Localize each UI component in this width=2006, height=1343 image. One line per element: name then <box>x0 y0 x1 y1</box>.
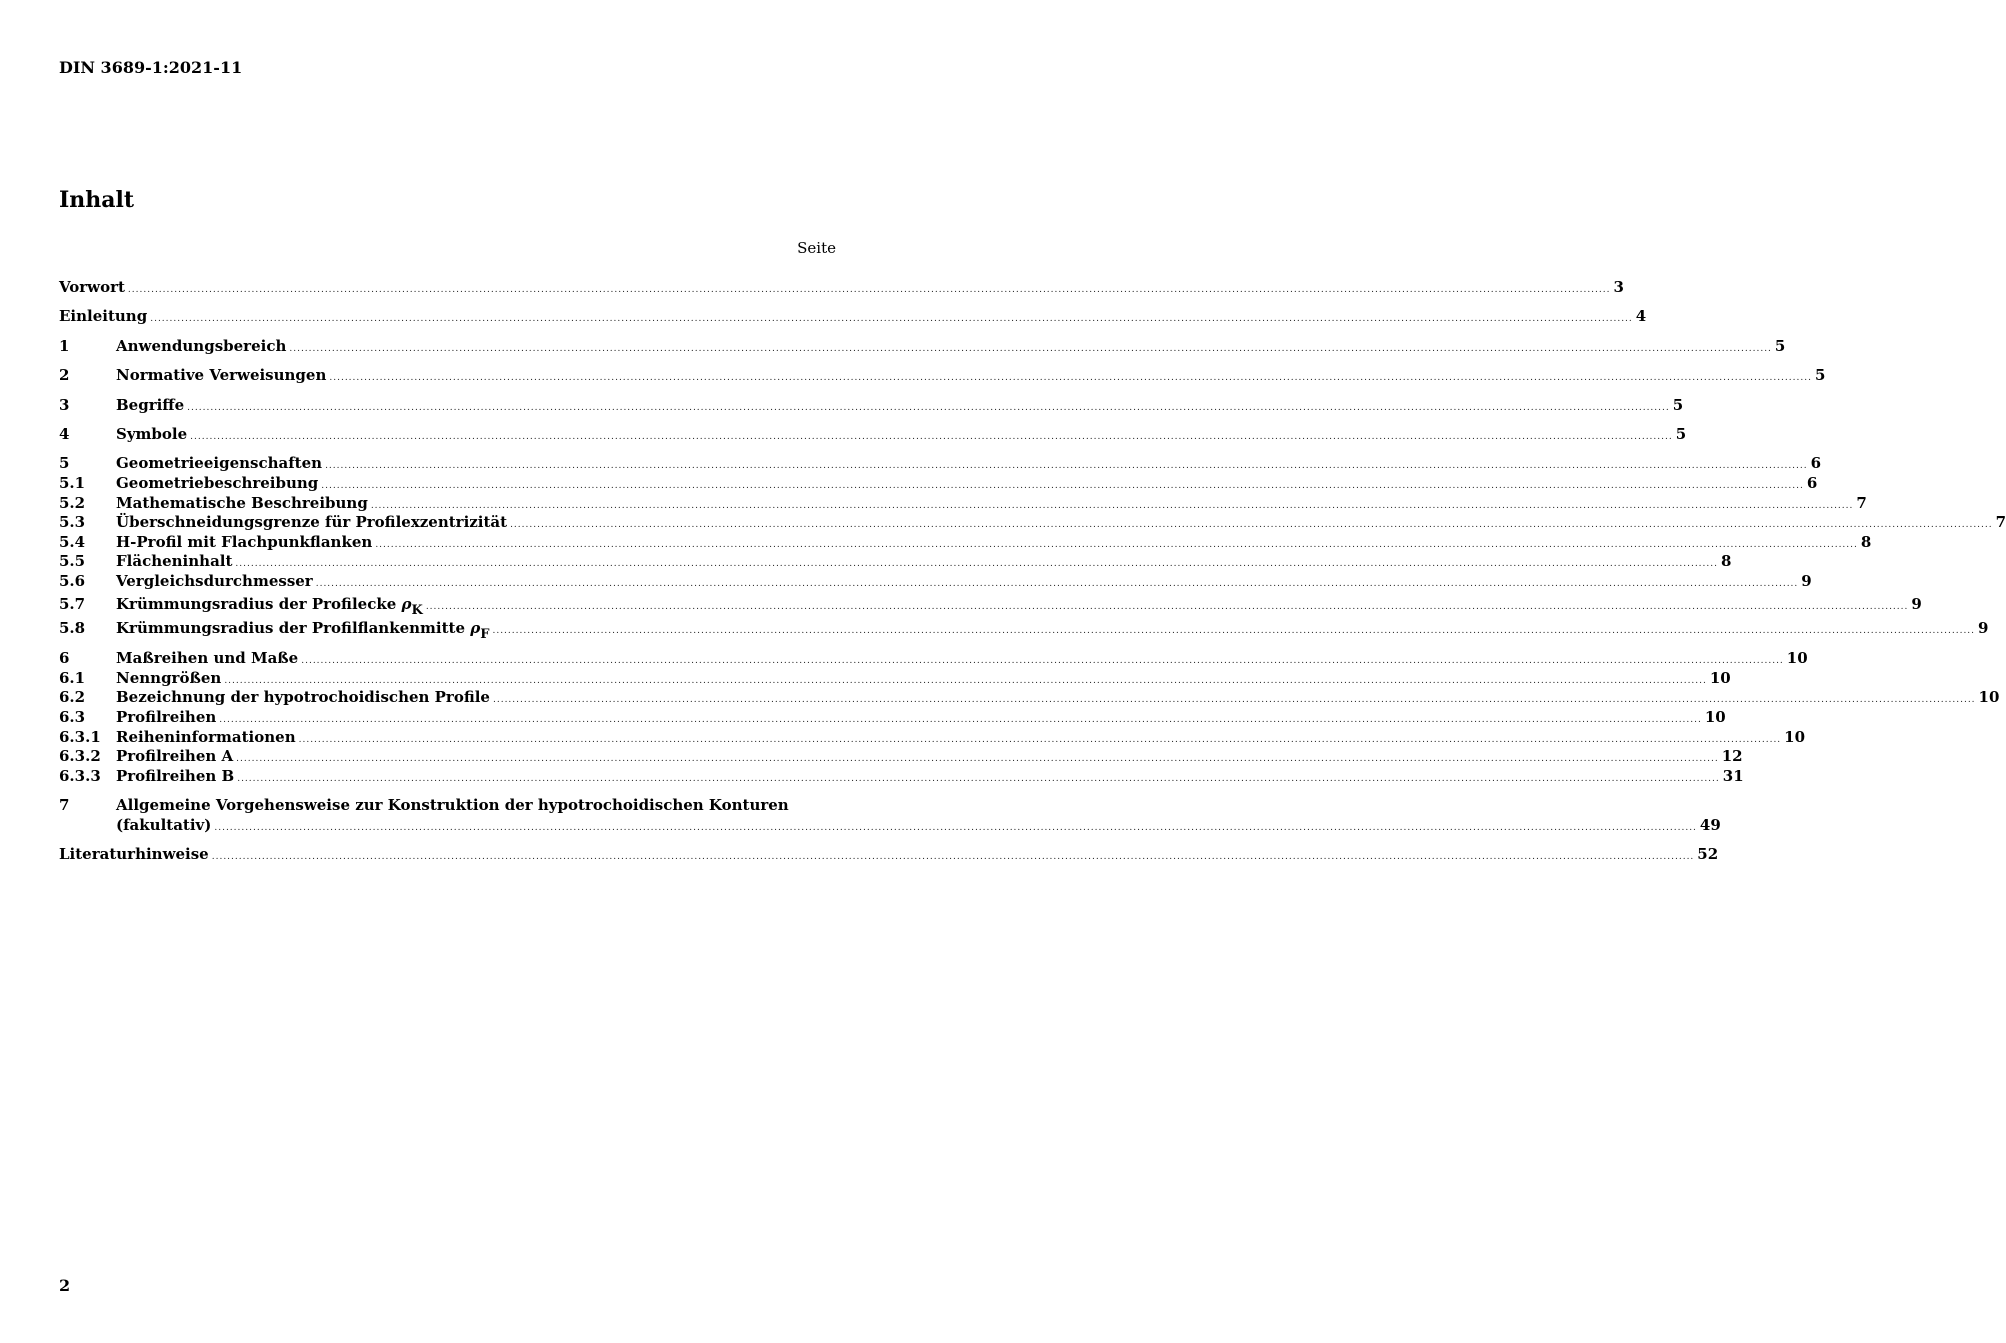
toc-entry-einleitung[interactable] <box>59 307 1647 327</box>
toc-entry-6-3[interactable] <box>59 708 1726 728</box>
toc-number: 5.1 <box>59 473 86 492</box>
leader-dots <box>150 310 1633 330</box>
leader-dots <box>219 711 1702 731</box>
toc-page: 49 <box>1699 815 1721 834</box>
toc-entry-6-3-2[interactable] <box>59 747 1743 767</box>
toc-entry-5-1[interactable] <box>59 473 1818 494</box>
toc-entry-3[interactable] <box>59 395 1684 416</box>
toc-label: Geometrieeigenschaften <box>116 454 323 473</box>
toc-number: 2 <box>59 366 70 385</box>
toc-number: 6 <box>59 649 70 668</box>
toc-label: Profilreihen B <box>116 766 235 785</box>
document-id: DIN 3689-1:2021-11 <box>59 58 243 77</box>
toc-entry-5-6[interactable] <box>59 571 1812 592</box>
toc-number: 1 <box>59 336 70 355</box>
toc-number: 6.1 <box>59 668 86 687</box>
toc-entry-1[interactable] <box>59 336 1786 357</box>
toc-entry-5[interactable] <box>59 454 1822 474</box>
leader-dots <box>325 457 1808 477</box>
toc-entry-5-2[interactable] <box>59 493 1867 514</box>
toc-entry-5-8[interactable] <box>59 616 1989 642</box>
leader-dots <box>493 691 1976 711</box>
leader-dots <box>321 477 1804 497</box>
toc-number: 5.8 <box>59 618 86 637</box>
leader-dots <box>212 848 1695 868</box>
leader-dots <box>426 595 1909 619</box>
toc-entry-6-3-1[interactable] <box>59 727 1806 748</box>
toc-label: Geometriebeschreibung <box>116 473 319 492</box>
toc-number: 5.3 <box>59 513 86 532</box>
leader-dots <box>510 516 1993 536</box>
toc-label <box>116 616 489 647</box>
toc-entry-4[interactable] <box>59 424 1687 445</box>
toc-label: Überschneidungsgrenze für Profilexzentrizität <box>116 513 508 532</box>
leader-dots <box>214 819 1697 839</box>
toc-number: 6.3.2 <box>59 747 101 766</box>
toc-number: 7 <box>59 796 70 815</box>
rho-symbol: ρ <box>470 618 481 637</box>
toc-page: 9 <box>1911 594 1922 613</box>
toc-number: 5 <box>59 454 70 473</box>
leader-dots <box>190 428 1673 448</box>
leader-dots <box>289 340 1772 360</box>
toc-label: Nenngrößen <box>116 668 222 687</box>
leader-dots <box>329 369 1812 389</box>
toc-entry-5-5[interactable] <box>59 552 1732 572</box>
toc-number: 3 <box>59 395 70 414</box>
toc-entry-6-1[interactable] <box>59 668 1731 689</box>
toc-number: 6.3.3 <box>59 766 101 785</box>
toc-number: 5.2 <box>59 493 86 512</box>
toc-label: Begriffe <box>116 395 185 414</box>
toc-page: 12 <box>1721 747 1743 766</box>
leader-dots <box>375 536 1858 556</box>
toc-label: Bezeichnung der hypotrochoidischen Profile <box>116 688 490 707</box>
toc-page: 52 <box>1697 845 1719 864</box>
toc-entry-5-7[interactable] <box>59 592 1922 618</box>
leader-dots <box>235 555 1718 575</box>
toc-label: Literaturhinweise <box>59 845 209 864</box>
toc-page: 8 <box>1720 552 1732 571</box>
page-number: 2 <box>59 1276 71 1295</box>
toc-label: Symbole <box>116 424 188 443</box>
toc-label: Vergleichsdurchmesser <box>116 571 313 590</box>
leader-dots <box>371 497 1854 517</box>
toc-page: 10 <box>1704 708 1726 727</box>
toc-page: 5 <box>1814 366 1826 385</box>
toc-page: 10 <box>1784 727 1806 746</box>
toc-label: Vorwort <box>59 278 125 296</box>
toc-page: 5 <box>1672 395 1684 414</box>
page-column-label: Seite <box>797 239 836 257</box>
leader-dots <box>492 619 1975 643</box>
toc-page: 4 <box>1635 307 1647 326</box>
toc-page: 9 <box>1978 618 1989 637</box>
toc-number: 6.3.1 <box>59 727 101 746</box>
rho-symbol: ρ <box>401 594 412 613</box>
toc-entry-6-3-3[interactable] <box>59 766 1744 787</box>
toc-page: 6 <box>1806 473 1818 492</box>
toc-label: Maßreihen und Maße <box>116 649 299 668</box>
toc-label: Mathematische Beschreibung <box>116 493 368 512</box>
toc-number: 6.3 <box>59 708 86 727</box>
toc-label-text: Krümmungsradius der Profilecke <box>116 594 397 613</box>
toc-label-continuation: (fakultativ) <box>116 815 212 834</box>
toc-entry-literaturhinweise[interactable] <box>59 845 1719 865</box>
toc-entry-5-3[interactable] <box>59 513 2006 533</box>
leader-dots <box>301 652 1784 672</box>
toc-label: Profilreihen <box>116 708 217 727</box>
toc-number: 6.2 <box>59 688 86 707</box>
leader-dots <box>237 770 1720 790</box>
leader-dots <box>316 575 1799 595</box>
leader-dots <box>236 750 1719 770</box>
toc-label: Flächeninhalt <box>116 552 233 571</box>
toc-label: Reiheninformationen <box>116 727 296 746</box>
toc-label-text: Krümmungsradius der Profilflankenmitte <box>116 618 466 637</box>
leader-dots <box>299 731 1782 751</box>
toc-label: Normative Verweisungen <box>116 366 327 385</box>
page-title: Inhalt <box>59 187 135 213</box>
toc-page: 5 <box>1675 424 1687 443</box>
toc-page: 3 <box>1613 278 1624 296</box>
toc-page: 10 <box>1709 668 1731 687</box>
toc-page: 5 <box>1774 336 1786 355</box>
rho-subscript: F <box>480 626 490 642</box>
toc-page: 9 <box>1801 571 1812 590</box>
toc-page: 7 <box>1995 513 2006 532</box>
toc-label: Allgemeine Vorgehensweise zur Konstruktion der hypotrochoidischen Konturen <box>116 796 789 815</box>
toc-number: 5.5 <box>59 552 86 571</box>
toc-label: Anwendungsbereich <box>116 336 287 355</box>
toc-page: 6 <box>1810 454 1822 473</box>
toc-number: 5.6 <box>59 571 86 590</box>
toc-entry-6-2[interactable] <box>59 688 2000 708</box>
table-of-contents <box>59 278 2006 865</box>
toc-number: 4 <box>59 424 70 443</box>
toc-page: 31 <box>1722 766 1744 785</box>
toc-label: H-Profil mit Flachpunkflanken <box>116 532 373 551</box>
leader-dots <box>187 399 1670 419</box>
toc-entry-2[interactable] <box>59 366 1826 386</box>
toc-label: Einleitung <box>59 307 148 326</box>
toc-page: 8 <box>1860 532 1872 551</box>
toc-page: 10 <box>1786 649 1808 668</box>
toc-page: 10 <box>1978 688 2000 707</box>
rho-subscript: K <box>411 602 423 618</box>
toc-number: 5.7 <box>59 594 86 613</box>
toc-entry-5-4[interactable] <box>59 532 1872 553</box>
toc-number: 5.4 <box>59 532 86 551</box>
toc-entry-6[interactable] <box>59 649 1808 669</box>
toc-entry-7[interactable] <box>59 796 1721 835</box>
leader-dots <box>128 281 1611 301</box>
toc-label: Profilreihen A <box>116 747 234 766</box>
toc-entry-vorwort[interactable] <box>59 278 1624 298</box>
toc-page: 7 <box>1856 493 1867 512</box>
